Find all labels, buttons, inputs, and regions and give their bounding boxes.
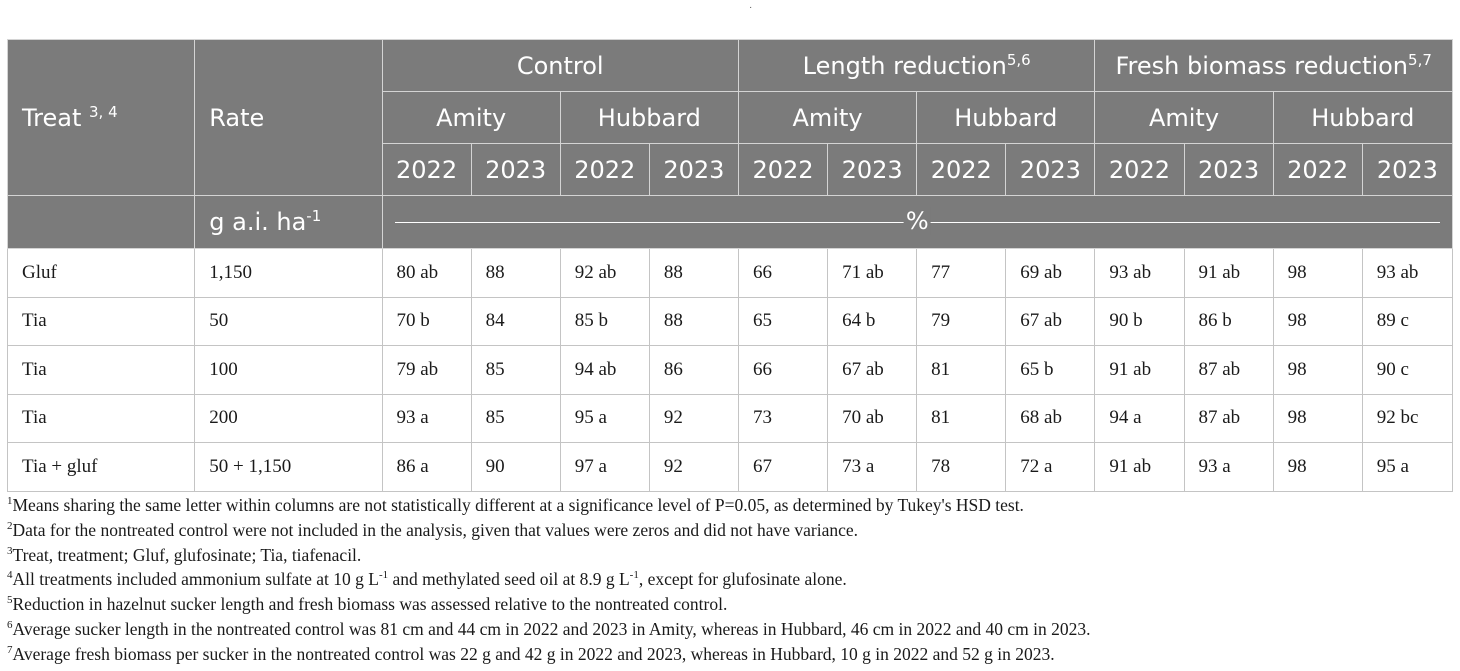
value-cell: 91 ab xyxy=(1095,443,1184,492)
top-mark: · xyxy=(749,2,753,13)
value-cell: 79 xyxy=(917,297,1006,346)
value-cell: 67 ab xyxy=(828,346,917,395)
treat-header: Treat $^{3, 4}$ xyxy=(8,40,195,196)
value-cell: 73 xyxy=(738,394,827,443)
year-header: 2022 xyxy=(738,144,827,196)
treat-cell: Tia xyxy=(8,346,195,395)
treat-unit-cell xyxy=(8,196,195,249)
group-header-control: Control xyxy=(382,40,738,92)
value-cell: 98 xyxy=(1273,443,1362,492)
value-cell: 93 a xyxy=(382,394,471,443)
location-header: Hubbard xyxy=(560,92,738,144)
footnote-7: $^7$Average fresh biomass per sucker in the nontreated control was 22 g and 42 g in 2022 and 2023, whereas in Hubbard, 10 g in 2022 and 52 g in 2023. xyxy=(7,643,1055,664)
location-header: Amity xyxy=(1095,92,1273,144)
value-cell: 73 a xyxy=(828,443,917,492)
value-cell: 90 b xyxy=(1095,297,1184,346)
value-cell: 67 xyxy=(738,443,827,492)
value-cell: 64 b xyxy=(828,297,917,346)
location-header: Amity xyxy=(382,92,560,144)
value-cell: 84 xyxy=(471,297,560,346)
value-cell: 93 ab xyxy=(1095,249,1184,298)
year-header: 2023 xyxy=(828,144,917,196)
table-row xyxy=(8,249,1453,298)
value-cell: 94 a xyxy=(1095,394,1184,443)
footnote-6: $^6$Average sucker length in the nontreated control was 81 cm and 44 cm in 2022 and 2023 in Amity, whereas in Hubbard, 46 cm in 2022 and 40 cm in 2023. xyxy=(7,618,1091,639)
footnote-2: $^2$Data for the nontreated control were not included in the analysis, given that values were zeros and did not have variance. xyxy=(7,519,859,540)
table-row xyxy=(8,297,1453,346)
treat-cell: Tia xyxy=(8,297,195,346)
percent-unit-row xyxy=(382,196,1453,249)
value-cell: 95 a xyxy=(560,394,649,443)
value-cell: 87 ab xyxy=(1184,394,1273,443)
footnote-5: $^5$Reduction in hazelnut sucker length and fresh biomass was assessed relative to the nontreated control. xyxy=(7,594,728,615)
location-header: Amity xyxy=(738,92,916,144)
year-header: 2022 xyxy=(917,144,1006,196)
value-cell: 88 xyxy=(471,249,560,298)
treat-cell: Tia xyxy=(8,394,195,443)
value-cell: 91 ab xyxy=(1095,346,1184,395)
group-header-length-reduction: Length reduction$^{5,6}$ xyxy=(738,40,1094,92)
value-cell: 92 xyxy=(649,394,738,443)
value-cell: 77 xyxy=(917,249,1006,298)
value-cell: 71 ab xyxy=(828,249,917,298)
footnote-4: $^4$All treatments included ammonium sulfate at 10 g $L^{-1}$ and methylated seed oil at 8.9 g $L^{-1}$, except for glufosinate alone. xyxy=(7,569,847,590)
treat-cell: Gluf xyxy=(8,249,195,298)
value-cell: 88 xyxy=(649,249,738,298)
value-cell: 93 a xyxy=(1184,443,1273,492)
rate-cell: 100 xyxy=(195,346,382,395)
value-cell: 94 ab xyxy=(560,346,649,395)
footnote-3: $^3$Treat, treatment; Gluf, glufosinate; Tia, tiafenacil. xyxy=(7,544,362,565)
value-cell: 80 ab xyxy=(382,249,471,298)
value-cell: 67 ab xyxy=(1006,297,1095,346)
year-header: 2023 xyxy=(1006,144,1095,196)
treat-cell: Tia + gluf xyxy=(8,443,195,492)
value-cell: 85 b xyxy=(560,297,649,346)
rate-cell: 50 xyxy=(195,297,382,346)
value-cell: 86 a xyxy=(382,443,471,492)
value-cell: 66 xyxy=(738,346,827,395)
value-cell: 65 b xyxy=(1006,346,1095,395)
value-cell: 70 b xyxy=(382,297,471,346)
value-cell: 81 xyxy=(917,346,1006,395)
value-cell: 98 xyxy=(1273,297,1362,346)
rate-cell: 50 + 1,150 xyxy=(195,443,382,492)
table-row xyxy=(8,346,1453,395)
value-cell: 68 ab xyxy=(1006,394,1095,443)
value-cell: 87 ab xyxy=(1184,346,1273,395)
value-cell: 90 c xyxy=(1362,346,1452,395)
value-cell: 92 xyxy=(649,443,738,492)
year-header: 2022 xyxy=(382,144,471,196)
value-cell: 98 xyxy=(1273,394,1362,443)
value-cell: 98 xyxy=(1273,346,1362,395)
value-cell: 89 c xyxy=(1362,297,1452,346)
value-cell: 66 xyxy=(738,249,827,298)
percent-unit: % xyxy=(905,207,929,235)
year-header: 2023 xyxy=(1362,144,1452,196)
value-cell: 92 ab xyxy=(560,249,649,298)
year-header: 2023 xyxy=(471,144,560,196)
value-cell: 98 xyxy=(1273,249,1362,298)
year-header: 2022 xyxy=(1273,144,1362,196)
rate-unit: g a.i. $ha^{-1}$ xyxy=(195,196,382,249)
footnote-1: $^1$Means sharing the same letter within columns are not statistically different at a significance level of P=0.05, as determined by Tukey's HSD test. xyxy=(7,495,1024,515)
year-header: 2023 xyxy=(649,144,738,196)
value-cell: 95 a xyxy=(1362,443,1452,492)
year-header: 2022 xyxy=(1095,144,1184,196)
value-cell: 72 a xyxy=(1006,443,1095,492)
value-cell: 90 xyxy=(471,443,560,492)
table-row xyxy=(8,443,1453,492)
rate-cell: 1,150 xyxy=(195,249,382,298)
value-cell: 81 xyxy=(917,394,1006,443)
value-cell: 85 xyxy=(471,394,560,443)
value-cell: 88 xyxy=(649,297,738,346)
group-header-fresh-biomass-reduction: Fresh biomass reduction$^{5,7}$ xyxy=(1095,40,1453,92)
year-header: 2022 xyxy=(560,144,649,196)
value-cell: 65 xyxy=(738,297,827,346)
value-cell: 69 ab xyxy=(1006,249,1095,298)
value-cell: 93 ab xyxy=(1362,249,1452,298)
value-cell: 85 xyxy=(471,346,560,395)
location-header: Hubbard xyxy=(1273,92,1452,144)
location-header: Hubbard xyxy=(917,92,1095,144)
table-body xyxy=(8,249,1453,492)
results-table xyxy=(7,39,1453,492)
value-cell: 78 xyxy=(917,443,1006,492)
rate-cell: 200 xyxy=(195,394,382,443)
value-cell: 92 bc xyxy=(1362,394,1452,443)
value-cell: 86 b xyxy=(1184,297,1273,346)
value-cell: 97 a xyxy=(560,443,649,492)
value-cell: 79 ab xyxy=(382,346,471,395)
value-cell: 86 xyxy=(649,346,738,395)
table-row xyxy=(8,394,1453,443)
value-cell: 91 ab xyxy=(1184,249,1273,298)
rate-header: Rate xyxy=(195,40,382,196)
value-cell: 70 ab xyxy=(828,394,917,443)
year-header: 2023 xyxy=(1184,144,1273,196)
footnotes xyxy=(7,493,1453,667)
